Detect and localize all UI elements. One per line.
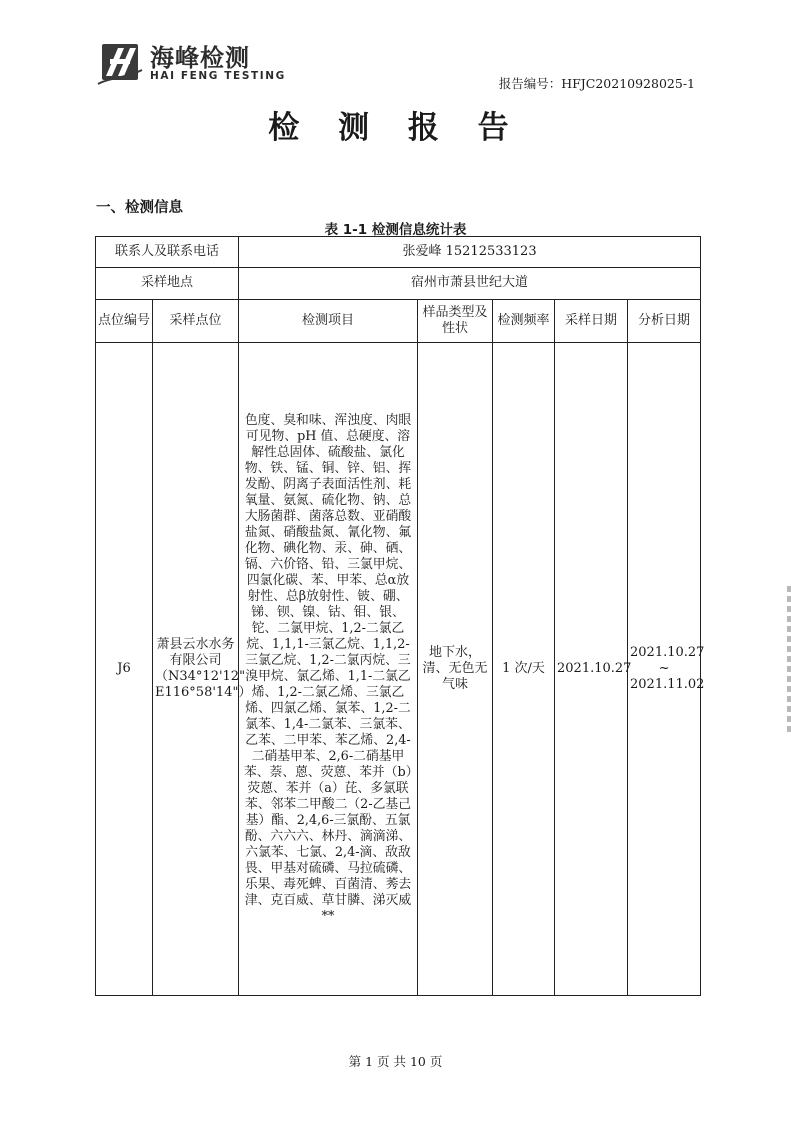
place-row <box>96 268 701 300</box>
table-row <box>96 343 701 996</box>
contact-label: 联系人及联系电话 <box>96 237 239 268</box>
section-title: 一、检测信息 <box>96 200 183 216</box>
frequency-cell: 1 次/天 <box>493 343 555 996</box>
page-footer: 第 1 页 共 10 页 <box>348 1054 443 1069</box>
contact-value: 张爱峰 15212533123 <box>239 237 701 268</box>
items-cell: 色度、臭和味、浑浊度、肉眼可见物、pH 值、总硬度、溶解性总固体、硫酸盐、氯化物、铁、锰、铜、锌、铝、挥发酚、阴离子表面活性剂、耗氧量、氨氮、硫化物、钠、总大肠菌群、菌落总数、亚硝酸盐氮、硝酸盐氮、氰化物、氟化物、碘化物、汞、砷、硒、镉、六价铬、铅、三氯甲烷、四氯化碳、苯、甲苯、总α放射性、总β放射性、铍、硼、锑、钡、镍、钴、钼、银、铊、二氯甲烷、1,2-二氯乙烷、1,1,1-三氯乙烷、1,1,2-三氯乙烷、1,2-二氯丙烷、三溴甲烷、氯乙烯、1,1-二氯乙烯、1,2-二氯乙烯、三氯乙烯、四氯乙烯、氯苯、1,2-二氯苯、1,4-二氯苯、三氯苯、乙苯、二甲苯、苯乙烯、2,4-二硝基甲苯、2,6-二硝基甲苯、萘、蒽、荧蒽、苯并（b）荧蒽、苯并（a）芘、多氯联苯、邻苯二甲酸二（2-乙基己基）酯、2,4,6-三氯酚、五氯酚、六六六、林丹、滴滴涕、六氯苯、七氯、2,4-滴、敌敌畏、甲基对硫磷、马拉硫磷、乐果、毒死蜱、百菌清、莠去津、克百威、草甘膦、涕灭威** <box>239 343 418 996</box>
col-point-id: 点位编号 <box>96 300 153 343</box>
col-items: 检测项目 <box>239 300 418 343</box>
point-id-cell: J6 <box>96 343 153 996</box>
sampling-date-cell: 2021.10.27 <box>555 343 628 996</box>
col-analysis-date: 分析日期 <box>628 300 701 343</box>
col-sampling-date: 采样日期 <box>555 300 628 343</box>
contact-row <box>96 237 701 268</box>
report-number: 报告编号：HFJC20210928025-1 <box>498 76 695 91</box>
table-caption: 表 1-1 检测信息统计表 <box>324 222 467 238</box>
logo-en-text: HAI FENG TESTING <box>150 70 286 82</box>
logo-cn-text: 海峰检测 <box>150 44 250 72</box>
analysis-date-cell: 2021.10.27 ~ 2021.11.02 <box>628 343 701 996</box>
col-sample-type: 样品类型及性状 <box>418 300 493 343</box>
place-label: 采样地点 <box>96 268 239 300</box>
info-table <box>95 236 705 996</box>
report-title: 检 测 报 告 <box>268 110 523 146</box>
header-row <box>96 300 701 343</box>
place-value: 宿州市萧县世纪大道 <box>239 268 701 300</box>
col-frequency: 检测频率 <box>493 300 555 343</box>
seam-stamp-mark <box>787 586 791 736</box>
col-site: 采样点位 <box>153 300 239 343</box>
logo-mark-icon <box>96 40 144 86</box>
sample-type-cell: 地下水，清、无色无气味 <box>418 343 493 996</box>
site-cell: 萧县云水水务有限公司（N34°12'12" E116°58'14"） <box>153 343 239 996</box>
company-logo <box>96 38 286 88</box>
